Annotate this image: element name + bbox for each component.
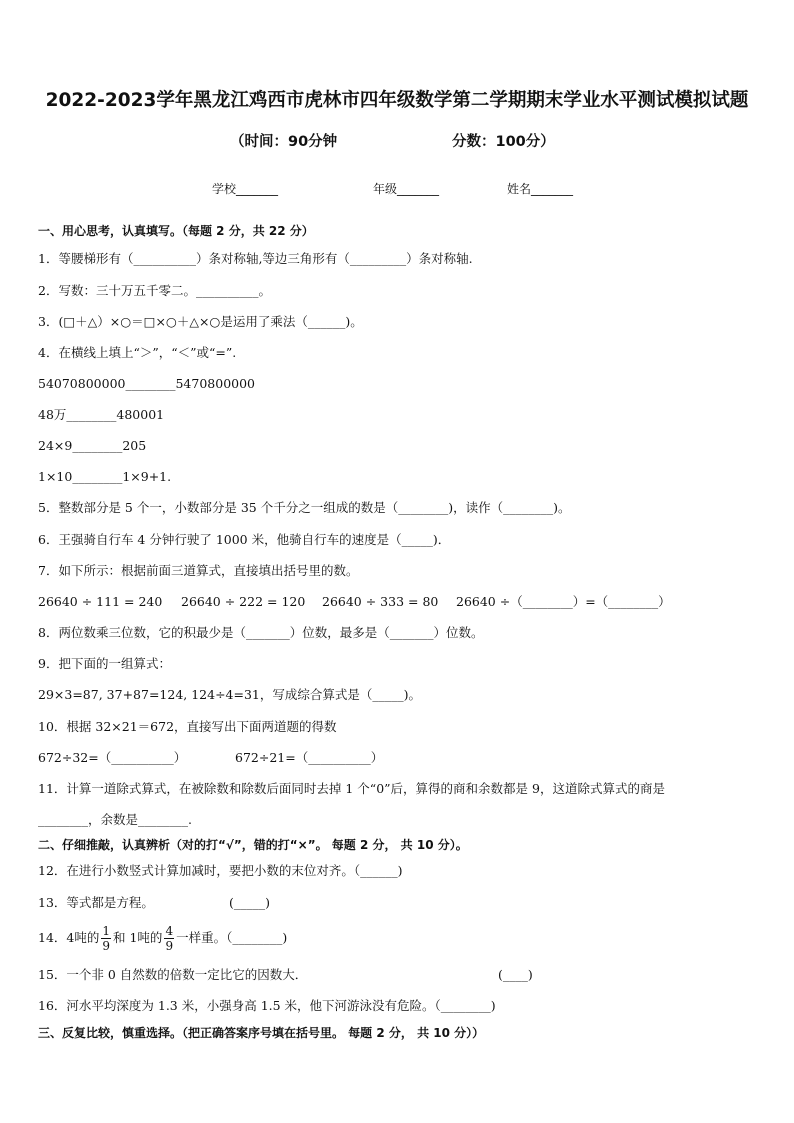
question-7d: 26640 ÷（________）=（________） <box>456 594 671 609</box>
question-14-suffix: 一样重。（________) <box>176 930 288 945</box>
question-13-blank: (_____) <box>229 895 271 910</box>
exam-score: 分数：100分） <box>452 134 555 150</box>
question-7a: 26640 ÷ 111 = 240 <box>38 594 163 609</box>
exam-time: （时间：90分钟 <box>230 134 338 150</box>
question-7c: 26640 ÷ 333 = 80 <box>322 594 439 609</box>
school-field: 学校_______ <box>212 182 279 196</box>
question-9: 9．把下面的一组算式： <box>38 656 171 671</box>
section-1-heading: 一、用心思考，认真填写。（每题 2 分，共 22 分） <box>38 224 314 238</box>
name-field: 姓名_______ <box>507 182 574 196</box>
fraction-four-ninths <box>164 924 174 953</box>
question-15: 15．一个非 0 自然数的倍数一定比它的因数大． <box>38 967 308 982</box>
question-5: 5．整数部分是 5 个一，小数部分是 35 个千分之一组成的数是（________)，读作（________)。 <box>38 500 571 515</box>
question-4a: 54070800000________5470800000 <box>38 376 256 391</box>
grade-field: 年级_______ <box>373 182 440 196</box>
fraction-denominator: 9 <box>102 939 110 953</box>
question-15-blank: (____) <box>498 967 533 982</box>
question-14-prefix: 14．4吨的 <box>38 930 100 945</box>
exam-meta <box>0 130 794 154</box>
section-3-heading: 三、反复比较，慎重选择。（把正确答案序号填在括号里。 每题 2 分， 共 10 分）） <box>38 1026 485 1040</box>
question-10a: 672÷32=（__________） <box>38 750 187 765</box>
question-7b: 26640 ÷ 222 = 120 <box>181 594 306 609</box>
question-14 <box>38 924 287 953</box>
question-13: 13．等式都是方程。 <box>38 895 154 910</box>
question-4: 4．在横线上填上“＞”，“＜”或“=”. <box>38 345 237 360</box>
fraction-denominator: 9 <box>165 939 174 953</box>
question-14-middle: 和 1吨的 <box>113 930 163 945</box>
question-2: 2．写数：三十万五千零二。__________。 <box>38 283 271 298</box>
fraction-numerator: 1 <box>102 924 110 938</box>
question-7: 7．如下所示：根据前面三道算式，直接填出括号里的数。 <box>38 563 359 578</box>
question-3: 3．(□＋△）×○＝□×○＋△×○是运用了乘法（______)。 <box>38 314 363 329</box>
question-10: 10．根据 32×21＝672，直接写出下面两道题的得数 <box>38 719 337 734</box>
question-11-blanks: ________，余数是________. <box>38 812 192 827</box>
page-title: 2022-2023学年黑龙江鸡西市虎林市四年级数学第二学期期末学业水平测试模拟试题 <box>45 90 749 111</box>
question-10b: 672÷21=（__________） <box>235 750 384 765</box>
question-4d: 1×10________1×9+1. <box>38 469 172 484</box>
student-info <box>0 180 794 202</box>
question-4c: 24×9________205 <box>38 438 147 453</box>
question-8: 8．两位数乘三位数，它的积最少是（_______）位数，最多是（_______）位数。 <box>38 625 484 640</box>
question-9a: 29×3=87, 37+87=124, 124÷4=31，写成综合算式是（_____)。 <box>38 687 422 702</box>
question-11: 11．计算一道除式算式，在被除数和除数后面同时去掉 1 个“0”后，算得的商和余数都是 9，这道除式算式的商是 <box>38 781 665 796</box>
question-6: 6．王强骑自行车 4 分钟行驶了 1000 米，他骑自行车的速度是（_____)． <box>38 532 451 547</box>
question-16: 16．河水平均深度为 1.3 米，小强身高 1.5 米，他下河游泳没有危险。（________) <box>38 998 496 1013</box>
question-12: 12．在进行小数竖式计算加减时，要把小数的末位对齐。（______) <box>38 863 403 878</box>
section-2-heading: 二、仔细推敲，认真辨析（对的打“√”，错的打“×”。 每题 2 分， 共 10 分）。 <box>38 838 468 852</box>
fraction-numerator: 4 <box>165 924 174 938</box>
fraction-one-ninth <box>101 924 111 953</box>
question-4b: 48万________480001 <box>38 407 165 422</box>
question-1: 1．等腰梯形有（__________）条对称轴,等边三角形有（_________）条对称轴. <box>38 251 473 266</box>
